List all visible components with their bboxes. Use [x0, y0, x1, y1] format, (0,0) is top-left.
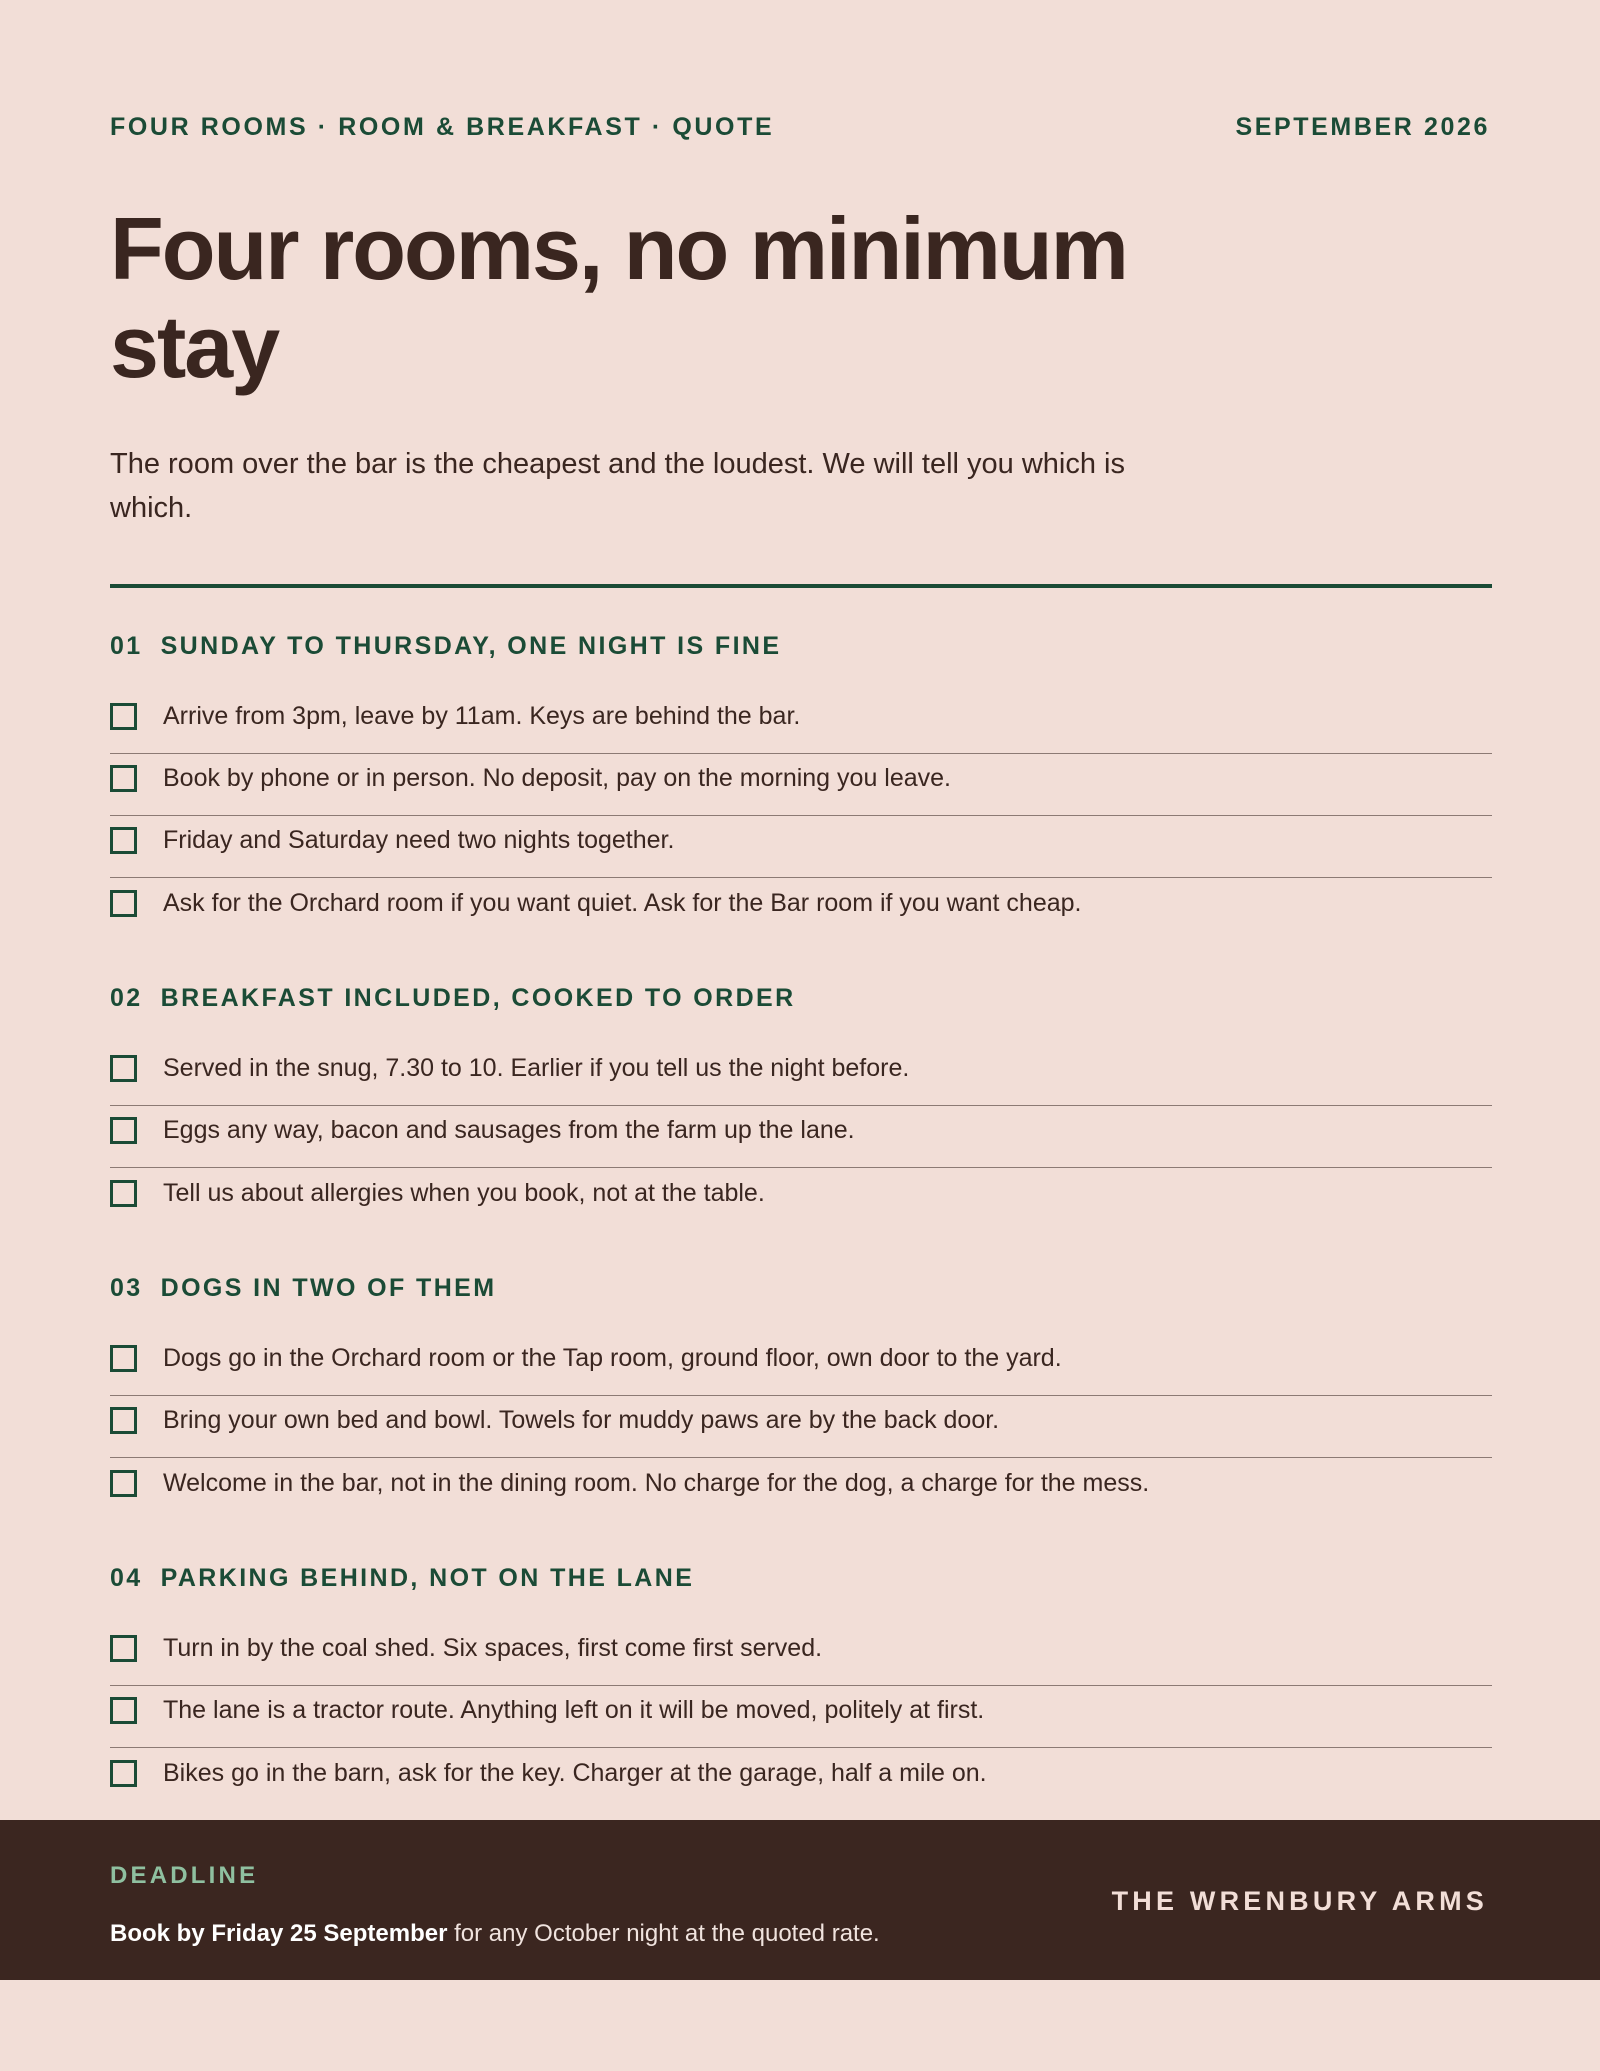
checklist-item-text: Eggs any way, bacon and sausages from the farm up the lane.: [163, 1116, 855, 1144]
brand-name: THE WRENBURY ARMS: [1111, 1886, 1488, 1916]
checklist-item: [110, 878, 1492, 940]
checkbox[interactable]: [110, 703, 137, 730]
divider: [110, 584, 1492, 588]
checklist-item-text: Arrive from 3pm, leave by 11am. Keys are behind the bar.: [163, 702, 801, 730]
checklist-item-text: The lane is a tractor route. Anything left on it will be moved, politely at first.: [163, 1696, 985, 1724]
checklist-item-text: Book by phone or in person. No deposit, pay on the morning you leave.: [163, 764, 952, 792]
section-3: [110, 1270, 1492, 1520]
section-title: BREAKFAST INCLUDED, COOKED TO ORDER: [160, 983, 796, 1012]
section-title: SUNDAY TO THURSDAY, ONE NIGHT IS FINE: [160, 631, 782, 660]
checklist-item: [110, 1334, 1492, 1396]
page-title: Four rooms, no minimum stay: [110, 199, 1127, 396]
section-heading: [110, 1270, 1492, 1306]
checklist-item: [110, 1396, 1492, 1458]
checklist-item: [110, 1686, 1492, 1748]
checkbox[interactable]: [110, 1635, 137, 1662]
checkbox[interactable]: [110, 765, 137, 792]
checklist-item: [110, 692, 1492, 754]
section-2: [110, 980, 1492, 1230]
checklist-item: [110, 1044, 1492, 1106]
section-heading: [110, 628, 1492, 664]
section-heading: [110, 1560, 1492, 1596]
deadline-date: Book by Friday 25 September: [110, 1920, 448, 1947]
section-number: 01: [110, 631, 143, 660]
checkbox[interactable]: [110, 1180, 137, 1207]
section-1: [110, 628, 1492, 940]
checkbox[interactable]: [110, 1470, 137, 1497]
checklist-item-text: Served in the snug, 7.30 to 10. Earlier if you tell us the night before.: [163, 1054, 910, 1082]
checklist-item: [110, 1624, 1492, 1686]
section-title: PARKING BEHIND, NOT ON THE LANE: [160, 1563, 695, 1592]
checklist-item-text: Bring your own bed and bowl. Towels for muddy paws are by the back door.: [163, 1406, 1000, 1434]
checkbox[interactable]: [110, 1345, 137, 1372]
checklist-item-text: Welcome in the bar, not in the dining room. No charge for the dog, a charge for the mess.: [163, 1468, 1150, 1497]
section-title: DOGS IN TWO OF THEM: [160, 1273, 497, 1302]
deadline-detail: for any October night at the quoted rate.: [447, 1920, 880, 1947]
checklist: [110, 1624, 1492, 1810]
issue-date: SEPTEMBER 2026: [1235, 113, 1490, 141]
section-number: 04: [110, 1563, 143, 1592]
deadline-label: DEADLINE: [110, 1862, 259, 1889]
checkbox[interactable]: [110, 1117, 137, 1144]
intro-text: The room over the bar is the cheapest and the loudest. We will tell you which is which.: [110, 448, 1125, 524]
section-number: 02: [110, 983, 143, 1012]
checklist-item: [110, 1748, 1492, 1810]
checkbox[interactable]: [110, 827, 137, 854]
checklist-item: [110, 754, 1492, 816]
checklist-item-text: Dogs go in the Orchard room or the Tap room, ground floor, own door to the yard.: [163, 1344, 1062, 1372]
checklist: [110, 692, 1492, 940]
checklist: [110, 1334, 1492, 1520]
checklist: [110, 1044, 1492, 1230]
checkbox[interactable]: [110, 1697, 137, 1724]
section-heading: [110, 980, 1492, 1016]
checklist-item-text: Tell us about allergies when you book, not at the table.: [163, 1178, 765, 1207]
checklist-item: [110, 1458, 1492, 1520]
top-bar: [110, 113, 1490, 142]
deadline-text: [110, 1920, 880, 1948]
footer: [0, 1820, 1600, 1980]
checkbox[interactable]: [110, 1407, 137, 1434]
section-number: 03: [110, 1273, 143, 1302]
checklist-item: [110, 816, 1492, 878]
section-4: [110, 1560, 1492, 1810]
checkbox[interactable]: [110, 1055, 137, 1082]
eyebrow: FOUR ROOMS · ROOM & BREAKFAST · QUOTE: [110, 113, 775, 141]
checklist-item-text: Turn in by the coal shed. Six spaces, first come first served.: [163, 1634, 823, 1662]
checkbox[interactable]: [110, 890, 137, 917]
checklist-item-text: Bikes go in the barn, ask for the key. Charger at the garage, half a mile on.: [163, 1758, 987, 1787]
checklist-item: [110, 1168, 1492, 1230]
checklist-item: [110, 1106, 1492, 1168]
checklist-item-text: Friday and Saturday need two nights together.: [163, 826, 675, 854]
checklist-item-text: Ask for the Orchard room if you want quiet. Ask for the Bar room if you want cheap.: [163, 888, 1082, 917]
checkbox[interactable]: [110, 1760, 137, 1787]
